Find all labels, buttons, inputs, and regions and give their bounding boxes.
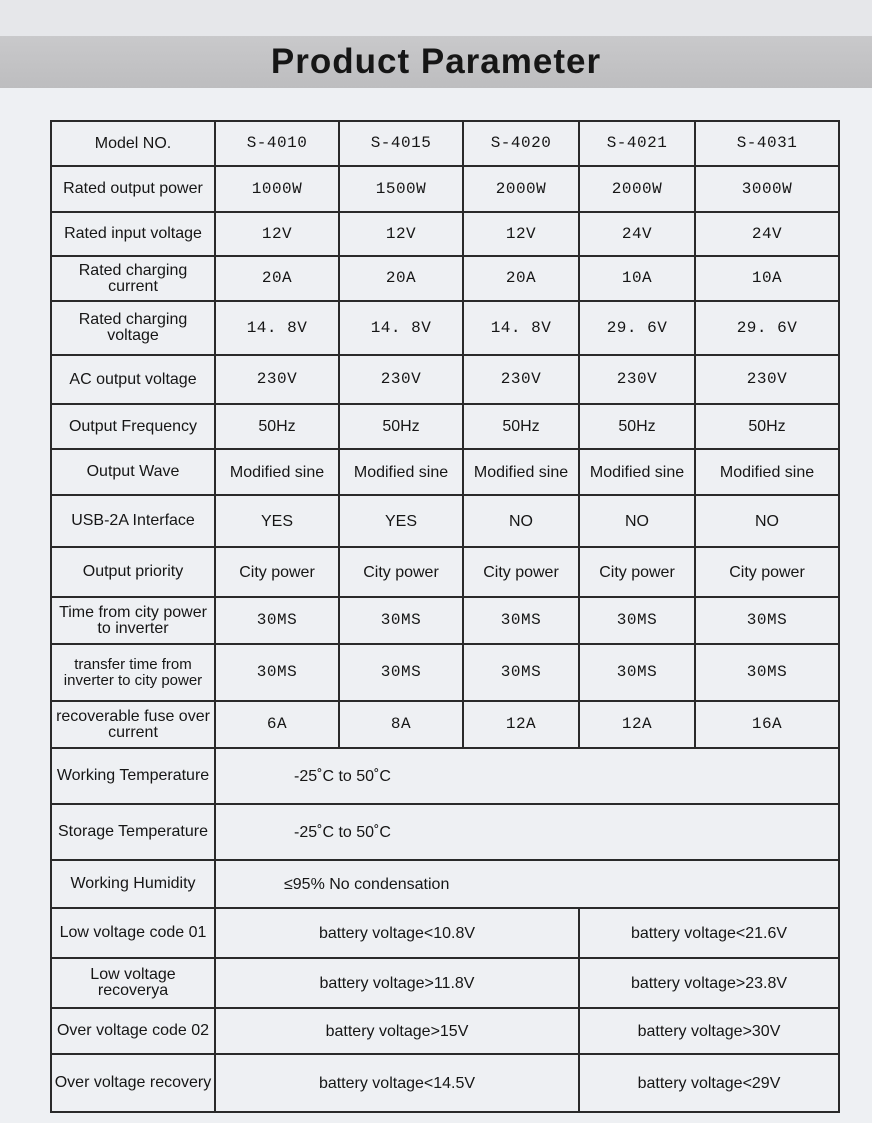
- row-label: Working Temperature: [51, 748, 215, 804]
- row-label: Rated charging current: [51, 256, 215, 301]
- table-row: [51, 404, 839, 449]
- value-cell: Modified sine: [339, 449, 463, 495]
- model-no-label: Model NO.: [51, 121, 215, 166]
- row-label: Low voltage code 01: [51, 908, 215, 958]
- value-cell: 230V: [579, 355, 695, 404]
- row-label: AC output voltage: [51, 355, 215, 404]
- value-cell: 16A: [695, 701, 839, 748]
- title-band: [0, 36, 872, 88]
- right-value-cell: battery voltage<21.6V: [579, 908, 839, 958]
- value-cell: 30MS: [463, 597, 579, 644]
- product-parameter-table: [50, 120, 840, 1113]
- table-row: [51, 495, 839, 547]
- row-label: Rated charging voltage: [51, 301, 215, 355]
- table-row: [51, 1008, 839, 1054]
- value-cell: 230V: [339, 355, 463, 404]
- value-cell: 29. 6V: [695, 301, 839, 355]
- value-cell: 2000W: [579, 166, 695, 212]
- value-cell: 50Hz: [695, 404, 839, 449]
- table-row: [51, 644, 839, 701]
- value-cell: 14. 8V: [215, 301, 339, 355]
- value-cell: 8A: [339, 701, 463, 748]
- top-strip: [0, 0, 872, 36]
- table-row: [51, 355, 839, 404]
- model-cell: S-4015: [339, 121, 463, 166]
- shared-value-cell: -25˚C to 50˚C: [215, 748, 839, 804]
- value-cell: 30MS: [695, 597, 839, 644]
- value-cell: 12V: [339, 212, 463, 256]
- table-row: [51, 166, 839, 212]
- value-cell: NO: [695, 495, 839, 547]
- model-cell: S-4010: [215, 121, 339, 166]
- value-cell: 30MS: [695, 644, 839, 701]
- value-cell: 1000W: [215, 166, 339, 212]
- table-row: [51, 1054, 839, 1112]
- value-cell: Modified sine: [695, 449, 839, 495]
- table-row: [51, 860, 839, 908]
- value-cell: City power: [463, 547, 579, 597]
- left-value-cell: battery voltage>11.8V: [215, 958, 579, 1008]
- value-cell: 30MS: [463, 644, 579, 701]
- table-row: [51, 804, 839, 860]
- row-label: Rated input voltage: [51, 212, 215, 256]
- value-cell: 230V: [215, 355, 339, 404]
- model-cell: S-4031: [695, 121, 839, 166]
- row-label: Rated output power: [51, 166, 215, 212]
- row-label: Output Frequency: [51, 404, 215, 449]
- value-cell: 50Hz: [579, 404, 695, 449]
- value-cell: 30MS: [339, 597, 463, 644]
- shared-value-cell: -25˚C to 50˚C: [215, 804, 839, 860]
- table-row: [51, 597, 839, 644]
- value-cell: 30MS: [215, 597, 339, 644]
- table-row: [51, 212, 839, 256]
- table-row: [51, 958, 839, 1008]
- value-cell: City power: [215, 547, 339, 597]
- value-cell: YES: [339, 495, 463, 547]
- row-label: Output priority: [51, 547, 215, 597]
- value-cell: NO: [579, 495, 695, 547]
- page-title: Product Parameter: [270, 42, 602, 81]
- row-label: Working Humidity: [51, 860, 215, 908]
- value-cell: YES: [215, 495, 339, 547]
- shared-value-cell: ≤95% No condensation: [215, 860, 839, 908]
- right-value-cell: battery voltage<29V: [579, 1054, 839, 1112]
- value-cell: 30MS: [579, 644, 695, 701]
- value-cell: 14. 8V: [463, 301, 579, 355]
- value-cell: 20A: [463, 256, 579, 301]
- right-value-cell: battery voltage>23.8V: [579, 958, 839, 1008]
- value-cell: 230V: [695, 355, 839, 404]
- value-cell: 12V: [463, 212, 579, 256]
- value-cell: 24V: [579, 212, 695, 256]
- row-label: Over voltage code 02: [51, 1008, 215, 1054]
- value-cell: 30MS: [339, 644, 463, 701]
- row-label: Time from city power to inverter: [51, 597, 215, 644]
- value-cell: 10A: [579, 256, 695, 301]
- row-label: USB-2A Interface: [51, 495, 215, 547]
- table-row: [51, 256, 839, 301]
- value-cell: Modified sine: [579, 449, 695, 495]
- row-label: Over voltage recovery: [51, 1054, 215, 1112]
- value-cell: Modified sine: [215, 449, 339, 495]
- table-row: [51, 301, 839, 355]
- row-label: Output Wave: [51, 449, 215, 495]
- value-cell: 30MS: [579, 597, 695, 644]
- model-cell: S-4021: [579, 121, 695, 166]
- table-row: [51, 449, 839, 495]
- value-cell: 24V: [695, 212, 839, 256]
- value-cell: Modified sine: [463, 449, 579, 495]
- value-cell: 50Hz: [339, 404, 463, 449]
- value-cell: City power: [695, 547, 839, 597]
- row-label: recoverable fuse over current: [51, 701, 215, 748]
- value-cell: 29. 6V: [579, 301, 695, 355]
- row-label: Storage Temperature: [51, 804, 215, 860]
- table-header-row: [51, 121, 839, 166]
- value-cell: 10A: [695, 256, 839, 301]
- value-cell: 1500W: [339, 166, 463, 212]
- value-cell: 12V: [215, 212, 339, 256]
- value-cell: 2000W: [463, 166, 579, 212]
- left-value-cell: battery voltage<10.8V: [215, 908, 579, 958]
- left-value-cell: battery voltage>15V: [215, 1008, 579, 1054]
- value-cell: 12A: [463, 701, 579, 748]
- table-row: [51, 547, 839, 597]
- table-row: [51, 701, 839, 748]
- value-cell: 20A: [339, 256, 463, 301]
- value-cell: 50Hz: [215, 404, 339, 449]
- value-cell: NO: [463, 495, 579, 547]
- value-cell: 20A: [215, 256, 339, 301]
- value-cell: 30MS: [215, 644, 339, 701]
- value-cell: City power: [339, 547, 463, 597]
- right-value-cell: battery voltage>30V: [579, 1008, 839, 1054]
- value-cell: 12A: [579, 701, 695, 748]
- value-cell: 14. 8V: [339, 301, 463, 355]
- table-row: [51, 748, 839, 804]
- row-label: Low voltage recoverya: [51, 958, 215, 1008]
- value-cell: 50Hz: [463, 404, 579, 449]
- left-value-cell: battery voltage<14.5V: [215, 1054, 579, 1112]
- value-cell: City power: [579, 547, 695, 597]
- value-cell: 3000W: [695, 166, 839, 212]
- model-cell: S-4020: [463, 121, 579, 166]
- value-cell: 230V: [463, 355, 579, 404]
- table-row: [51, 908, 839, 958]
- row-label: transfer time from inverter to city power: [51, 644, 215, 701]
- value-cell: 6A: [215, 701, 339, 748]
